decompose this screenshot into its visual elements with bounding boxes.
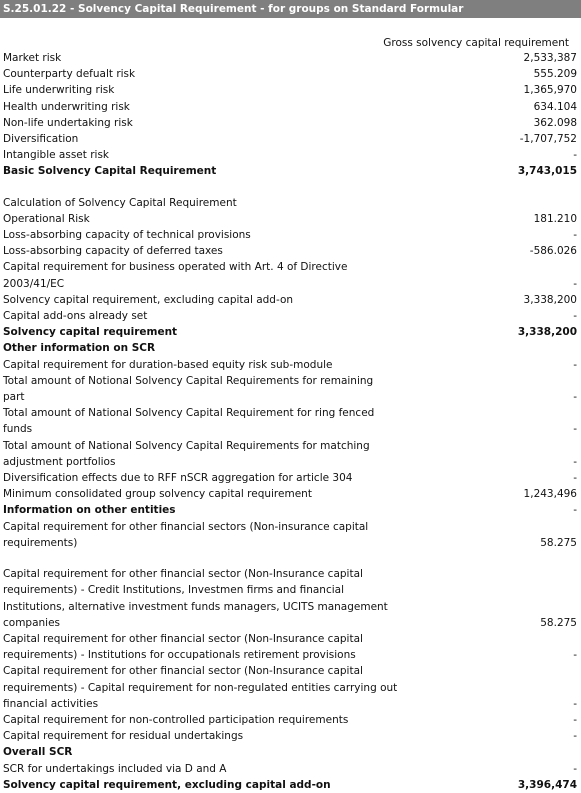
row-label: Capital requirement for business operated with Art. 4 of Directive 2003/41/EC bbox=[3, 261, 348, 290]
row-value: 58.275 bbox=[540, 536, 577, 549]
table-row bbox=[0, 163, 581, 179]
table-row bbox=[0, 195, 581, 211]
row-label: Operational Risk bbox=[3, 212, 90, 225]
table-row bbox=[0, 324, 581, 340]
row-label: Overall SCR bbox=[3, 746, 73, 759]
row-value: -1,707,752 bbox=[519, 133, 577, 146]
row-value: - bbox=[573, 730, 577, 743]
row-label: Health underwriting risk bbox=[3, 100, 130, 113]
table-row bbox=[0, 438, 581, 470]
row-label: Loss-absorbing capacity of technical provisions bbox=[3, 229, 251, 242]
row-value: - bbox=[573, 649, 577, 662]
row-value: - bbox=[573, 455, 577, 468]
row-label: Capital requirement for other financial sector (Non-Insurance capital requirements) - Credit Institutions, Investmen firms and financial Institutions, alternative investment funds managers, UCITS management companies bbox=[3, 568, 388, 629]
report-title: S.25.01.22 - Solvency Capital Requirement - for groups on Standard Formular bbox=[0, 0, 581, 18]
row-label: Solvency capital requirement bbox=[3, 326, 178, 339]
row-value: - bbox=[573, 423, 577, 436]
row-label: Life underwriting risk bbox=[3, 84, 115, 97]
table-row bbox=[0, 519, 581, 551]
table-row bbox=[0, 82, 581, 98]
row-label: Information on other entities bbox=[3, 504, 176, 517]
table-row bbox=[0, 502, 581, 518]
row-value: 1,243,496 bbox=[523, 488, 577, 501]
row-label: Diversification effects due to RFF nSCR aggregation for article 304 bbox=[3, 472, 353, 485]
scr-table bbox=[0, 50, 581, 793]
table-row bbox=[0, 243, 581, 259]
row-label: Loss-absorbing capacity of deferred taxes bbox=[3, 245, 223, 258]
row-label: Capital requirement for non-controlled participation requirements bbox=[3, 713, 349, 726]
table-row bbox=[0, 631, 581, 663]
row-label: Total amount of National Solvency Capital Requirement for ring fenced funds bbox=[3, 407, 375, 436]
row-label: Solvency capital requirement, excluding capital add-on bbox=[3, 778, 331, 791]
row-value: - bbox=[573, 310, 577, 323]
row-value: - bbox=[573, 472, 577, 485]
table-row bbox=[0, 340, 581, 356]
table-row bbox=[0, 115, 581, 131]
table-row bbox=[0, 308, 581, 324]
row-value: - bbox=[573, 277, 577, 290]
row-value: 3,338,200 bbox=[523, 293, 577, 306]
table-row bbox=[0, 486, 581, 502]
row-label: Total amount of Notional Solvency Capital Requirements for remaining part bbox=[3, 374, 374, 404]
table-row bbox=[0, 663, 581, 712]
row-value: 58.275 bbox=[540, 616, 577, 629]
row-value: - bbox=[573, 229, 577, 242]
table-row bbox=[0, 66, 581, 82]
row-value: 181.210 bbox=[533, 212, 577, 225]
row-value: 362.098 bbox=[533, 116, 577, 129]
row-label: Calculation of Solvency Capital Requirement bbox=[3, 196, 237, 209]
row-value: - bbox=[573, 713, 577, 726]
row-value: -586.026 bbox=[529, 245, 577, 258]
row-label: Total amount of National Solvency Capital Requirements for matching adjustment portfolios bbox=[3, 439, 370, 468]
table-row bbox=[0, 744, 581, 760]
row-value: - bbox=[573, 697, 577, 710]
row-value: 1,365,970 bbox=[523, 84, 577, 97]
row-value: - bbox=[573, 391, 577, 404]
row-label: Intangible asset risk bbox=[3, 149, 109, 162]
row-label: Capital requirement for other financial sectors (Non-insurance capital requirements) bbox=[3, 520, 369, 549]
table-row bbox=[0, 761, 581, 777]
row-label: Capital add-ons already set bbox=[3, 310, 148, 323]
table-row bbox=[0, 405, 581, 437]
table-row bbox=[0, 211, 581, 227]
table-row bbox=[0, 227, 581, 243]
row-label: Other information on SCR bbox=[3, 342, 156, 355]
table-row bbox=[0, 373, 581, 405]
row-label: Solvency capital requirement, excluding capital add-on bbox=[3, 293, 294, 306]
table-row bbox=[0, 357, 581, 373]
table-row bbox=[0, 777, 581, 793]
row-label: Capital requirement for other financial sector (Non-Insurance capital requirements) - Institutions for occupationals retirement provisions bbox=[3, 632, 363, 662]
table-row bbox=[0, 99, 581, 115]
row-label: Basic Solvency Capital Requirement bbox=[3, 165, 217, 178]
row-label: SCR for undertakings included via D and A bbox=[3, 762, 227, 775]
table-row bbox=[0, 292, 581, 308]
row-value: 634.104 bbox=[533, 100, 577, 113]
column-header: Gross solvency capital requirement bbox=[383, 37, 569, 49]
row-label: Non-life undertaking risk bbox=[3, 116, 133, 129]
table-row bbox=[0, 712, 581, 728]
table-row bbox=[0, 131, 581, 147]
row-value: - bbox=[573, 358, 577, 371]
table-row bbox=[0, 50, 581, 66]
row-value: 3,743,015 bbox=[517, 165, 577, 178]
row-value: 2,533,387 bbox=[523, 52, 577, 64]
row-value: - bbox=[573, 504, 577, 517]
row-label: Minimum consolidated group solvency capital requirement bbox=[3, 488, 312, 501]
table-row bbox=[0, 728, 581, 744]
table-row bbox=[0, 259, 581, 291]
row-value: 555.209 bbox=[533, 68, 577, 81]
row-label: Counterparty defualt risk bbox=[3, 68, 136, 81]
row-label: Diversification bbox=[3, 133, 79, 146]
row-value: - bbox=[573, 149, 577, 162]
table-row bbox=[0, 566, 581, 631]
row-label: Capital requirement for duration-based equity risk sub-module bbox=[3, 358, 333, 371]
row-value: 3,396,474 bbox=[517, 778, 577, 791]
row-value: - bbox=[573, 762, 577, 775]
row-label: Capital requirement for residual undertakings bbox=[3, 730, 244, 743]
row-label: Market risk bbox=[3, 52, 62, 64]
row-value: 3,338,200 bbox=[517, 326, 577, 339]
table-row bbox=[0, 147, 581, 163]
row-label: Capital requirement for other financial sector (Non-Insurance capital requirements) - Capital requirement for non-regulated entities carrying out financial activities bbox=[3, 665, 398, 710]
table-row bbox=[0, 470, 581, 486]
